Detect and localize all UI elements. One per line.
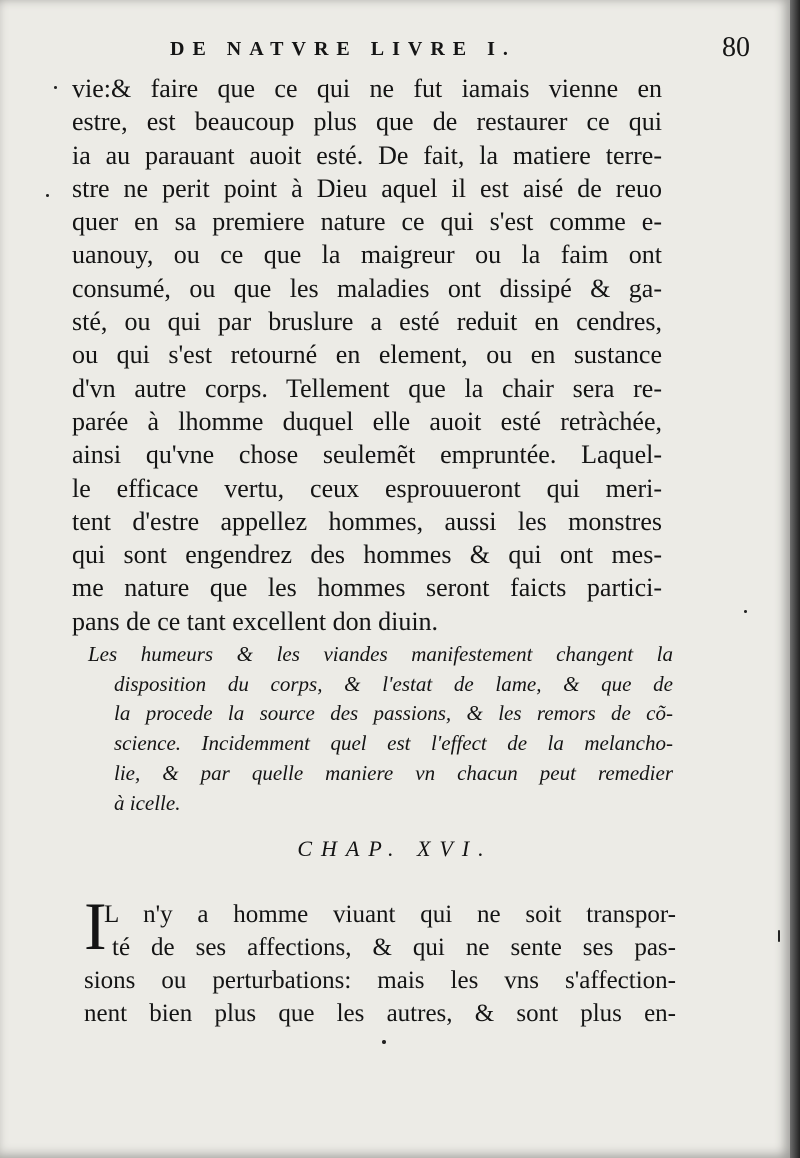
ink-speck [744,610,747,613]
text-line: estre, est beaucoup plus que de restaurer ce qui [72,107,662,137]
text-line: L n'y a homme viuant qui ne soit transpor- [104,901,676,928]
text-line: qui sont engendrez des hommes & qui ont mes- [72,540,662,570]
chapter-opening [84,888,676,1030]
text-line: sions ou perturbations: mais les vns s'affection- [84,967,676,994]
ink-speck [46,194,49,197]
text-line: té de ses affections, & qui ne sente ses pas- [112,934,676,961]
text-line: quer en sa premiere nature ce qui s'est comme e- [72,207,662,237]
text-line: d'vn autre corps. Tellement que la chair sera re- [72,373,662,403]
text-line: ainsi qu'vne chose seulemẽt empruntée. Laquel- [72,440,662,470]
text-line: nent bien plus que les autres, & sont plus en- [84,1000,676,1027]
text-line: consumé, ou que les maladies ont dissipé & ga- [72,273,662,303]
drop-cap: I [84,888,107,964]
text-line: me nature que les hommes seront faicts partici- [72,573,662,603]
chapter-summary [88,640,673,818]
running-head [170,30,750,66]
text-line: uanouy, ou ce que la maigreur ou la faim ont [72,240,662,270]
summary-line: lie, & par quelle maniere vn chacun peut remedier [114,760,673,785]
text-line: le efficace vertu, ceux esprouueront qui meri- [72,473,662,503]
text-line: tent d'estre appellez hommes, aussi les monstres [72,506,662,536]
ink-speck [778,930,780,942]
text-line: ou qui s'est retourné en element, ou en sustance [72,340,662,370]
summary-line: à icelle. [114,790,181,815]
text-line: ia au parauant auoit esté. De fait, la matiere terre- [72,140,662,170]
text-line: sté, ou qui par bruslure a esté reduit en cendres, [72,307,662,337]
summary-line: disposition du corps, & l'estat de lame, & que de [114,671,673,696]
ink-speck [54,86,57,89]
summary-line: la procede la source des passions, & les remors de cõ- [114,701,673,726]
chapter-heading: CHAP. XVI. [297,836,493,861]
running-title: DE NATVRE LIVRE I. [170,38,516,60]
text-line: stre ne perit point à Dieu aquel il est aisé de reuo [72,173,662,203]
text-line: pans de ce tant excellent don diuin. [72,606,439,636]
page-edge-shadow [790,0,800,1158]
page-number: 80 [722,32,750,63]
summary-line: science. Incidemment quel est l'effect de la melancho- [114,731,673,756]
ink-speck [382,1040,386,1044]
summary-line: Les humeurs & les viandes manifestement changent la [88,642,673,666]
text-line: parée à lhomme duquel elle auoit esté retràchée, [72,406,662,436]
text-line: vie:& faire que ce qui ne fut iamais vienne en [72,74,662,103]
body-paragraph [72,72,662,638]
